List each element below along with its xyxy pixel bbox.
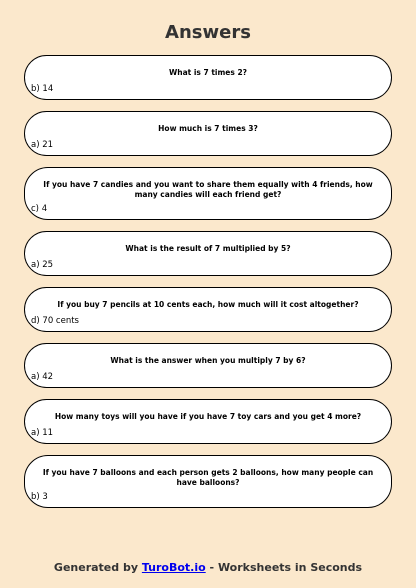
answer-card-3 (24, 167, 392, 220)
answer-card-4 (24, 231, 392, 276)
question-text: What is 7 times 2? (168, 68, 248, 77)
answer-card-2 (24, 111, 392, 156)
answer-text: b) 14 (31, 84, 54, 94)
question-text: If you have 7 balloons and each person gets 2 balloons, how many people can have balloons? (42, 468, 374, 487)
answer-text: a) 42 (31, 372, 54, 382)
answer-text: d) 70 cents (31, 316, 79, 326)
answer-list (24, 55, 392, 519)
question-text: How many toys will you have if you have 7 toy cars and you get 4 more? (54, 412, 362, 421)
answer-card-6 (24, 343, 392, 388)
question-text: If you buy 7 pencils at 10 cents each, how much will it cost altogether? (57, 300, 359, 309)
answer-card-5 (24, 287, 392, 332)
question-text: If you have 7 candies and you want to share them equally with 4 friends, how many candies will each friend get? (43, 180, 373, 199)
question-text: What is the answer when you multiply 7 by 6? (110, 356, 306, 365)
answer-text: a) 11 (31, 428, 54, 438)
answer-card-7 (24, 399, 392, 444)
footer (0, 561, 416, 574)
answer-text: a) 21 (31, 140, 54, 150)
answer-text: b) 3 (31, 492, 48, 502)
answer-card-8 (24, 455, 392, 508)
answer-card-1 (24, 55, 392, 100)
answer-text: c) 4 (31, 204, 48, 214)
answer-text: a) 25 (31, 260, 54, 270)
page-title: Answers (165, 22, 251, 43)
turobot-link[interactable]: TuroBot.io (141, 561, 206, 574)
question-text: How much is 7 times 3? (158, 124, 258, 133)
footer-prefix: Generated by (53, 561, 139, 574)
question-text: What is the result of 7 multiplied by 5? (125, 244, 291, 253)
footer-suffix: - Worksheets in Seconds (209, 561, 363, 574)
